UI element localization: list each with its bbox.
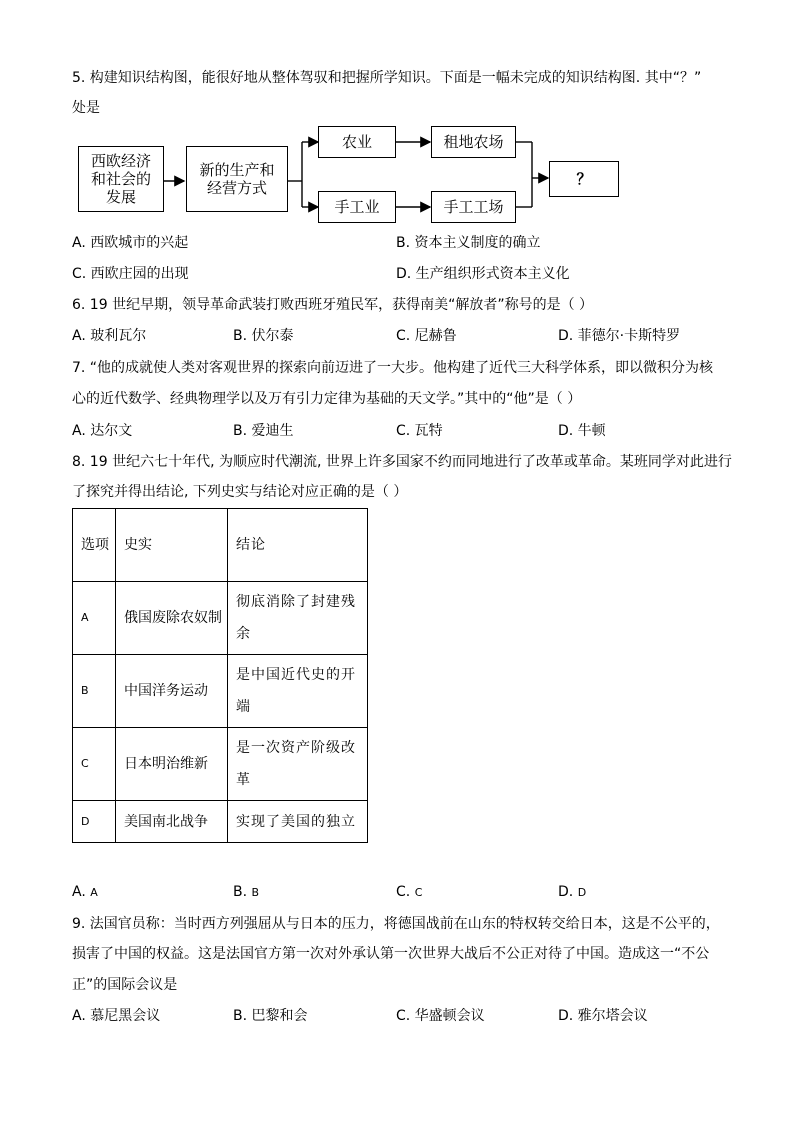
q6-option-a[interactable]: A. 玻利瓦尔 [72,328,147,344]
header-fact: 史实 [116,509,228,582]
q8-option-d-label: D. [558,884,574,900]
row-fact: 中国洋务运动 [116,655,228,728]
row-fact: 日本明治维新 [116,728,228,801]
q9-stem-line2: 损害了中国的权益。这是法国官方第一次对外承认第一次世界大战后不公正对待了中国。造成这一“不公 [72,946,710,962]
row-conclusion: 实现了美国的独立 [228,801,368,843]
q6-stem: 6. 19 世纪早期，领导革命武装打败西班牙殖民军，获得南美“解放者”称号的是（ ） [72,297,594,313]
table-header-row [73,509,368,582]
q8-option-d[interactable] [558,882,586,903]
q6-option-b[interactable]: B. 伏尔泰 [233,328,294,344]
row-fact: 美国南北战争 [116,801,228,843]
q8-stem-line1: 8. 19 世纪六七十年代, 为顺应时代潮流, 世界上许多国家不约而同地进行了改革或革命。某班同学对此进行 [72,454,732,470]
q5-diagram-connectors [0,0,794,260]
diagram-box-workshop: 手工工场 [431,191,516,223]
q9-stem-line1: 9. 法国官员称：当时西方列强屈从与日本的压力，将德国战前在山东的特权转交给日本，这是不公平的， [72,916,720,932]
row-conclusion: 是中国近代史的开端 [228,655,368,728]
q8-option-c-value: C [414,886,423,899]
diagram-box-handicraft: 手工业 [318,191,396,223]
q7-option-b[interactable]: B. 爱迪生 [233,423,294,439]
q8-option-a-value: A [90,886,98,899]
row-option: C [73,728,116,801]
q8-option-d-value: D [577,886,587,899]
diagram-box-tenant-farm: 租地农场 [431,126,516,158]
q5-stem-line2: 处是 [72,100,100,116]
row-fact: 俄国废除农奴制 [116,582,228,655]
table-row [73,582,368,655]
diagram-box-agriculture: 农业 [318,126,396,158]
table-row [73,728,368,801]
q7-stem-line2: 心的近代数学、经典物理学以及万有引力定律为基础的天文学。”其中的“他”是（ ） [72,391,582,407]
q5-option-c[interactable]: C. 西欧庄园的出现 [72,266,189,282]
q8-option-a[interactable] [72,882,98,903]
row-option: D [73,801,116,843]
q8-option-b-label: B. [233,884,248,900]
q7-option-d[interactable]: D. 牛顿 [558,423,606,439]
q6-option-d[interactable]: D. 菲德尔·卡斯特罗 [558,328,681,344]
q8-table [72,508,368,843]
q9-option-b[interactable]: B. 巴黎和会 [233,1008,308,1024]
q6-option-c[interactable]: C. 尼赫鲁 [396,328,457,344]
diagram-box-west-europe-economy: 西欧经济和社会的发展 [78,146,164,212]
row-conclusion: 彻底消除了封建残余 [228,582,368,655]
q5-option-d[interactable]: D. 生产组织形式资本主义化 [396,266,570,282]
q5-option-b[interactable]: B. 资本主义制度的确立 [396,235,541,251]
q8-option-c-label: C. [396,884,411,900]
q9-option-c[interactable]: C. 华盛顿会议 [396,1008,485,1024]
q8-option-a-label: A. [72,884,86,900]
header-conclusion: 结论 [228,509,368,582]
diagram-box-new-production: 新的生产和经营方式 [186,146,288,212]
q8-option-b[interactable] [233,882,259,903]
q8-option-b-value: B [251,886,260,899]
row-conclusion: 是一次资产阶级改革 [228,728,368,801]
q8-stem-line2: 了探究并得出结论, 下列史实与结论对应正确的是（ ） [72,484,408,500]
row-option: A [73,582,116,655]
q9-option-d[interactable]: D. 雅尔塔会议 [558,1008,648,1024]
q5-stem-line1: 5. 构建知识结构图，能很好地从整体驾驭和把握所学知识。下面是一幅未完成的知识结构图. 其中“？” [72,70,702,86]
q9-option-a[interactable]: A. 慕尼黑会议 [72,1008,161,1024]
q7-option-c[interactable]: C. 瓦特 [396,423,443,439]
header-option: 选项 [73,509,116,582]
diagram-box-unknown: ？ [549,161,619,197]
q7-option-a[interactable]: A. 达尔文 [72,423,133,439]
q8-option-c[interactable] [396,882,422,903]
q9-stem-line3: 正”的国际会议是 [72,977,178,993]
q7-stem-line1: 7. “他的成就使人类对客观世界的探索向前迈进了一大步。他构建了近代三大科学体系，即以微积分为核 [72,360,714,376]
q5-option-a[interactable]: A. 西欧城市的兴起 [72,235,189,251]
table-row [73,655,368,728]
row-option: B [73,655,116,728]
table-row [73,801,368,843]
